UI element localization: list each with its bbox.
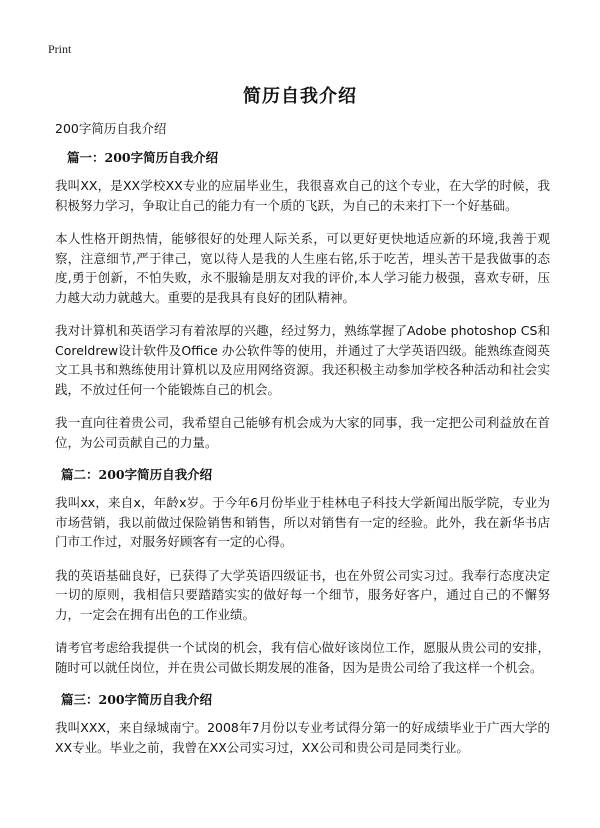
section-heading: 篇三：200字简历自我介绍	[61, 692, 213, 707]
print-link[interactable]: Print	[48, 42, 72, 56]
section-heading: 篇一：200字简历自我介绍	[67, 150, 219, 165]
paragraph: 本人性格开朗热情，能够很好的处理人际关系，可以更好更快地适应新的环境,我善于观察，注意细节,严于律己，宽以待人是我的人生座右铭,乐于吃苦，埋头苦干是我做事的态度,勇于创新，不怕失败，永不服输是朋友对我的评价,本人学习能力极强，喜欢专研，压力越大动力就越大。重要的是我具有良好的团队精神。	[55, 231, 550, 305]
paragraph: 我的英语基础良好，已获得了大学英语四级证书，也在外贸公司实习过。我奉行态度决定一切的原则，我相信只要踏踏实实的做好每一个细节，服务好客户，通过自己的不懈努力，一定会在拥有出色的工作业绩。	[55, 567, 550, 622]
section-2	[55, 466, 550, 677]
document-subtitle: 200字简历自我介绍	[55, 121, 167, 136]
paragraph: 我叫XXX，来自绿城南宁。2008年7月份以专业考试得分第一的好成绩毕业于广西大学的XX专业。毕业之前，我曾在XX公司实习过，XX公司和贵公司是同类行业。	[55, 720, 550, 755]
section-heading: 篇二：200字简历自我介绍	[61, 467, 213, 482]
paragraph: 我叫xx，来自x，年龄x岁。于今年6月份毕业于桂林电子科技大学新闻出版学院，专业为市场营销，我以前做过保险销售和销售，所以对销售有一定的经验。此外，我在新华书店门市工作过，对服务好顾客有一定的心得。	[55, 495, 550, 549]
section-3	[55, 691, 550, 757]
paragraph: 我叫XX，是XX学校XX专业的应届毕业生，我很喜欢自己的这个专业，在大学的时候，我积极努力学习，争取让自己的能力有一个质的飞跃，为自己的未来打下一个好基础。	[55, 178, 550, 213]
document-body	[55, 120, 550, 771]
paragraph: 我对计算机和英语学习有着浓厚的兴趣，经过努力，熟练掌握了Adobe photoshop CS和Coreldrew设计软件及Office 办公软件等的使用，并通过了大学英语四级。能熟练查阅英文工具书和熟练使用计算机以及应用网络资源。我还积极主动参加学校各种活动和社会实践，不放过任何一个能锻炼自己的机会。	[55, 323, 550, 397]
paragraph: 我一直向往着贵公司，我希望自己能够有机会成为大家的同事，我一定把公司利益放在首位，为公司贡献自己的力量。	[55, 415, 550, 450]
section-1	[55, 149, 550, 452]
paragraph: 请考官考虑给我提供一个试岗的机会，我有信心做好该岗位工作，愿服从贵公司的安排，随时可以就任岗位，并在贵公司做长期发展的准备，因为是贵公司给了我这样一个机会。	[55, 640, 550, 675]
document-title: 简历自我介绍	[243, 86, 357, 107]
